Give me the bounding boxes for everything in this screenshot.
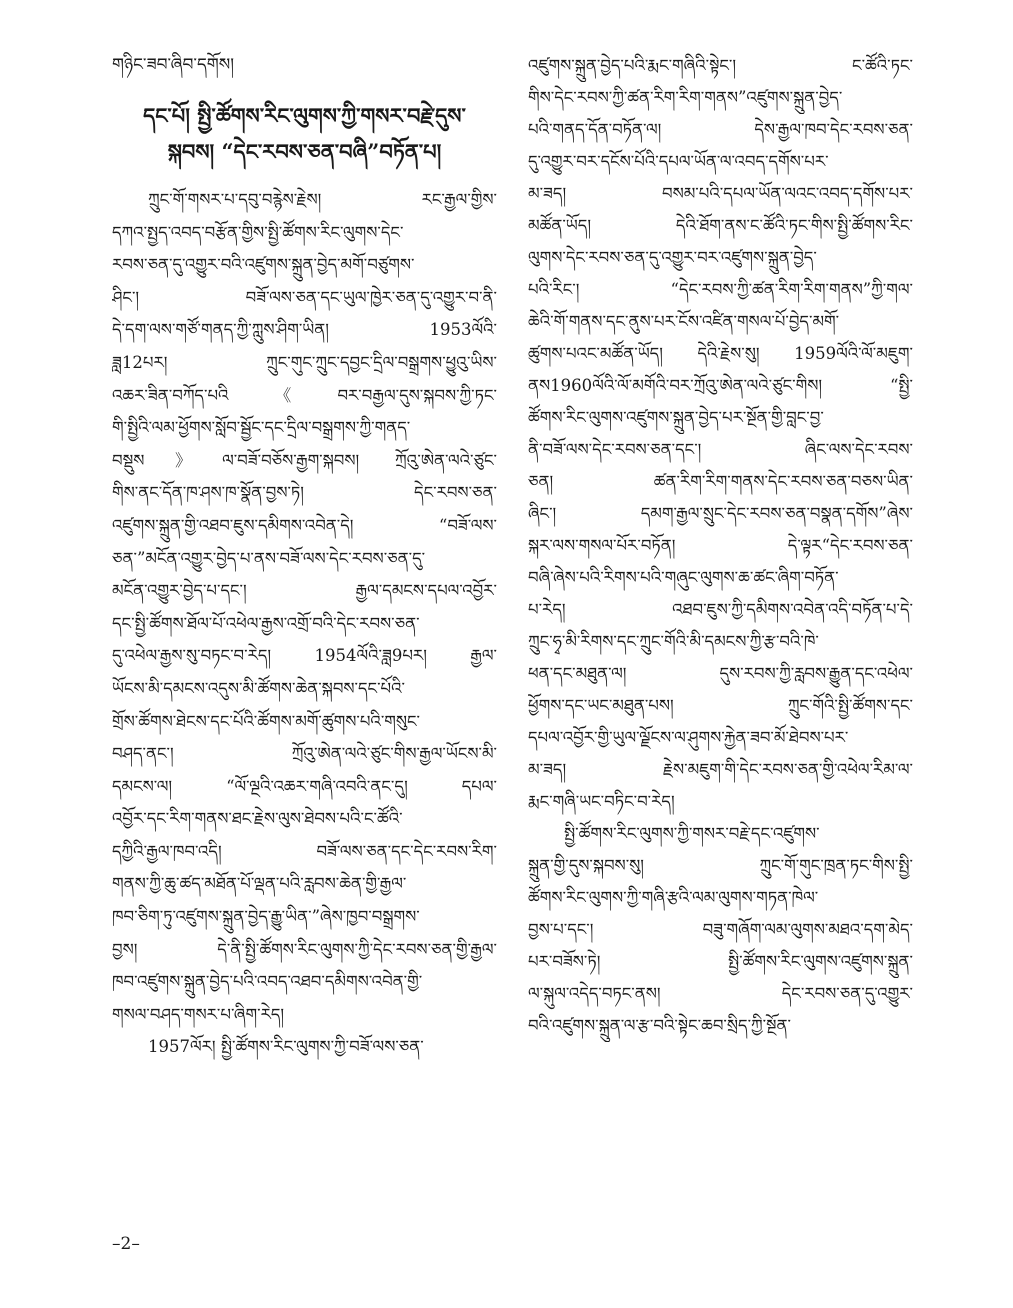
text-line: ཕན་དང་མཐུན་ལ། དུས་རབས་ཀྱི་རླབས་རྒྱུན་དང་འཕེལ་ xyxy=(528,664,913,683)
text-line: དཔལ་འབྱོར་གྱི་ཡུལ་ལྗོངས་ལ་ཤུགས་རྐྱེན་ཟབ་མོ་ཐེབས་པར་ xyxy=(528,728,849,747)
left-column xyxy=(112,50,497,1064)
paragraph xyxy=(528,818,913,1042)
text-line: ཁབ་འཛུགས་སྐྲུན་བྱེད་པའི་འབད་འཐབ་དམིགས་འབེན་གྱི་ xyxy=(112,972,423,992)
paragraph xyxy=(112,1031,497,1064)
text-line: པ་རེད། འཐབ་ཇུས་ཀྱི་དམིགས་འབེན་འདི་བཏོན་པ་དེ་ xyxy=(528,600,913,619)
text-line: ལུགས་དེང་རབས་ཅན་དུ་འགྱུར་བར་འཛུགས་སྐྲུན་བྱེད་ xyxy=(528,248,817,267)
text-line: གིས་ནང་དོན་ཁ་ཤས་ཁ་སྣོན་བྱས་ཏེ། དེང་རབས་ཅན་ xyxy=(112,483,497,503)
text-line: བྱས། དེ་ནི་སྤྱི་ཚོགས་རིང་ལུགས་ཀྱི་དེང་རབས་ཅན་གྱི་རྒྱལ་ xyxy=(112,939,497,959)
text-line: ཞིང་། དམག་རྒྱལ་སྲུང་དེང་རབས་ཅན་བསྣན་དགོས”ཞེས་ xyxy=(528,504,913,523)
right-body-text xyxy=(528,50,913,1042)
text-line: བསྡུས》ལ་བཟོ་བཅོས་རྒྱག་སྐབས། ཀྲོའུ་ཨེན་ལའེ་ཙུང་ xyxy=(112,450,497,470)
text-line: ཚོགས་རིང་ལུགས་འཛུགས་སྐྲུན་བྱེད་པར་སྔོན་གྱི་བླང་བྱ་ xyxy=(528,408,824,427)
text-line: དཀྱིའི་རྒྱལ་ཁབ་འདི། བཟོ་ལས་ཅན་དང་དེང་རབས་རིག་ xyxy=(112,841,497,861)
text-line: གིས་དེང་རབས་ཀྱི་ཚན་རིག་རིག་གནས”འཛུགས་སྐྲུན་བྱེད་ xyxy=(528,88,843,107)
text-line: གནས་ཀྱི་ཆུ་ཚད་མཐོན་པོ་ལྡན་པའི་རླབས་ཆེན་གྱི་རྒྱལ་ xyxy=(112,874,407,894)
text-line: ཅན། ཚན་རིག་རིག་གནས་དེང་རབས་ཅན་བཅས་ཡིན་ xyxy=(528,472,913,491)
text-line: ཀྲུང་ཧྭ་མི་རིགས་དང་ཀྲུང་གོའི་མི་དམངས་ཀྱི་རྩ་བའི་ཁེ་ xyxy=(528,632,819,651)
text-line: ཁབ་ཅིག་ཏུ་འཛུགས་སྐྲུན་བྱེད་རྒྱུ་ཡིན་”ཞེས་ཁྱབ་བསྒྲགས་ xyxy=(112,907,420,927)
text-line: གྲོས་ཚོགས་ཐེངས་དང་པོའི་ཚོགས་མགོ་ཚུགས་པའི་གསུང་ xyxy=(112,711,421,731)
text-line: ཤིང་། བཟོ་ལས་ཅན་དང་ཡུལ་ཁྱེར་ཅན་དུ་འགྱུར་བ་ནི་ xyxy=(112,287,497,307)
text-line: འཆར་ཟིན་བཀོད་པའི《བར་བརྒྱལ་དུས་སྐབས་ཀྱི་ཏང་ xyxy=(112,385,497,405)
text-line: བཞི་ཞེས་པའི་རིགས་པའི་གཞུང་ལུགས་ཆ་ཚང་ཞིག་བཏོན་ xyxy=(528,568,839,587)
section-title-line: སྐབས། “དེང་རབས་ཅན་བཞི”བཏོན་པ། xyxy=(167,139,442,164)
text-line: རབས་ཅན་དུ་འགྱུར་བའི་འཛུགས་སྐྲུན་བྱེད་མགོ་བཙུགས་ xyxy=(112,255,415,275)
left-body-text xyxy=(112,184,497,1064)
text-line: ཡོངས་མི་དམངས་འདུས་མི་ཚོགས་ཆེན་སྐབས་དང་པོའི་ xyxy=(112,678,405,698)
text-line: ཕྱོགས་དང་ཡང་མཐུན་པས། ཀྲུང་གོའི་སྤྱི་ཚོགས་དང་ xyxy=(528,696,913,715)
text-line: མཚོན་ཡོད། དེའི་ཐོག་ནས་ང་ཚོའི་ཏང་གིས་སྤྱི་ཚོགས་རིང་ xyxy=(528,216,913,235)
text-line: བའི་འཛུགས་སྐྲུན་ལ་རྩ་བའི་སྟེང་ཆབ་སྲིད་ཀྱི་སྔོན་ xyxy=(528,1016,791,1035)
section-title-line: དང་པོ། སྤྱི་ཚོགས་རིང་ལུགས་ཀྱི་གསར་བརྗེ་དུས་ xyxy=(143,103,466,128)
text-line: དང་སྤྱི་ཚོགས་ཐོལ་པོ་འཕེལ་རྒྱས་འགྲོ་བའི་དེང་རབས་ཅན་ xyxy=(112,613,420,633)
text-line: དམངས་ལ། “ལོ་ལྔའི་འཆར་གཞི་འབའི་ནང་དུ། དཔལ་ xyxy=(112,776,497,796)
text-line: སྤྱི་ཚོགས་རིང་ལུགས་ཀྱི་གསར་བརྗེ་དང་འཛུགས་ xyxy=(564,824,820,843)
text-line: སྐྲུན་གྱི་དུས་སྐབས་སུ། ཀྲུང་གོ་གུང་ཁྲན་ཏང་གིས་སྤྱི་ xyxy=(528,856,913,875)
text-line: འཛུགས་སྐྲུན་བྱེད་པའི་རྨང་གཞིའི་སྟེང་། ང་ཚོའི་ཏང་ xyxy=(528,56,913,75)
text-line: གསལ་བཤད་གསར་པ་ཞིག་རེད། xyxy=(112,1004,285,1024)
paragraph xyxy=(112,184,497,1031)
text-line: འབྱོར་དང་རིག་གནས་ཐང་རྗེས་ལུས་ཐེབས་པའི་ང་ཚོའི་ xyxy=(112,809,403,829)
text-line: སྐར་ལས་གསལ་པོར་བཏོན། དེ་ལྟར“དེང་རབས་ཅན་ xyxy=(528,536,913,555)
text-line: མ་ཟད། རྗེས་མཇུག་གི་དེང་རབས་ཅན་གྱི་འཕེལ་རིམ་ལ་ xyxy=(528,760,913,779)
running-header: གཉིང་ཟབ་ཞིབ་དགོས། xyxy=(112,55,235,75)
text-line: དེ་དག་ལས་གཙོ་གནད་ཀྱི་ཀླུས་ཤིག་ཡིན། 1953ལོའི་ xyxy=(112,320,497,340)
text-line: དཀའ་སྤྱད་འབད་བརྩོན་གྱིས་སྤྱི་ཚོགས་རིང་ལུགས་དེང་ xyxy=(112,222,404,242)
text-line: བཤད་ནང་། ཀྲོའུ་ཨེན་ལའེ་ཙུང་གིས་རྒྱལ་ཡོངས་མི་ xyxy=(112,744,497,764)
text-line: དུ་འཕེལ་རྒྱས་སུ་བཏང་བ་རེད། 1954ལོའི་ཟླ9པར། རྒྱལ་ xyxy=(112,646,497,666)
text-line: ཚོགས་རིང་ལུགས་ཀྱི་གཞི་རྩའི་ལམ་ལུགས་གཏན་ཁེལ་ xyxy=(528,888,819,907)
text-line: བྱས་པ་དང་། བཟུ་གཞོག་ལམ་ལུགས་མཐའ་དག་མེད་ xyxy=(528,920,913,939)
text-line: 1957ལོར། སྤྱི་ཚོགས་རིང་ལུགས་ཀྱི་བཟོ་ལས་ཅན་ xyxy=(148,1037,424,1057)
section-title xyxy=(112,98,497,170)
text-line: པར་བཟོས་ཏེ། སྤྱི་ཚོགས་རིང་ལུགས་འཛུགས་སྐྲུན་ xyxy=(528,952,913,971)
text-line: མ་ཟད། བསམ་པའི་དཔལ་ཡོན་ལའང་འབད་དགོས་པར་ xyxy=(528,184,913,203)
text-line: ཀྲུང་གོ་གསར་པ་དབུ་བརྙེས་རྗེས། རང་རྒྱལ་གྱིས་ xyxy=(148,190,497,209)
text-line: ལ་སྐུལ་འདེད་བཏང་ནས། དེང་རབས་ཅན་དུ་འགྱུར་ xyxy=(528,984,913,1003)
right-column xyxy=(528,50,913,1042)
text-line: ཟླ12པར། ཀྲུང་གུང་ཀྲུང་དབྱང་དྲིལ་བསྒྲགས་ཕྱུའུ་ཡིས་ xyxy=(112,352,497,372)
page-number: –2– xyxy=(112,1234,140,1254)
text-line: དུ་འགྱུར་བར་དངོས་པོའི་དཔལ་ཡོན་ལ་འབད་དགོས་པར་ xyxy=(528,152,829,171)
text-line: འཛུགས་སྐྲུན་གྱི་འཐབ་ཇུས་དམིགས་འབེན་དེ། “བཟོ་ལས་ xyxy=(112,515,497,535)
text-line: པའི་གནད་དོན་བཏོན་ལ། དེས་རྒྱལ་ཁབ་དེང་རབས་ཅན་ xyxy=(528,120,913,139)
text-line: པའི་རིང་། “དེང་རབས་ཀྱི་ཚན་རིག་རིག་གནས”ཀྱི་གལ་ xyxy=(528,280,913,299)
text-line: མངོན་འགྱུར་བྱེད་པ་དང་། རྒྱལ་དམངས་དཔལ་འབྱོར་ xyxy=(112,581,497,601)
text-line: ཚུགས་པའང་མཚོན་ཡོད། དེའི་རྗེས་སུ། 1959ལོའི་ལོ་མཇུག་ xyxy=(528,344,913,363)
text-line: ནི་བཟོ་ལས་དེང་རབས་ཅན་དང་། ཞིང་ལས་དེང་རབས་ xyxy=(528,440,913,459)
text-line: ནས1960ལོའི་ལོ་མགོའི་བར་ཀྲོའུ་ཨེན་ལའེ་ཙུང་གིས། “སྤྱི་ xyxy=(528,376,913,395)
text-line: རྨང་གཞི་ཡང་བཏིང་བ་རེད། xyxy=(528,792,675,811)
text-line: ཅན་”མངོན་འགྱུར་བྱེད་པ་ནས་བཟོ་ལས་དེང་རབས་ཅན་དུ་ xyxy=(112,548,426,568)
paragraph xyxy=(528,50,913,818)
text-line: གི་སྤྱིའི་ལམ་ཕྱོགས་སློབ་སྦྱོང་དང་དྲིལ་བསྒྲགས་ཀྱི་གནད་ xyxy=(112,418,411,438)
text-line: ཆེའི་གོ་གནས་དང་ནུས་པར་ངོས་འཛིན་གསལ་པོ་བྱེད་མགོ་ xyxy=(528,312,840,331)
